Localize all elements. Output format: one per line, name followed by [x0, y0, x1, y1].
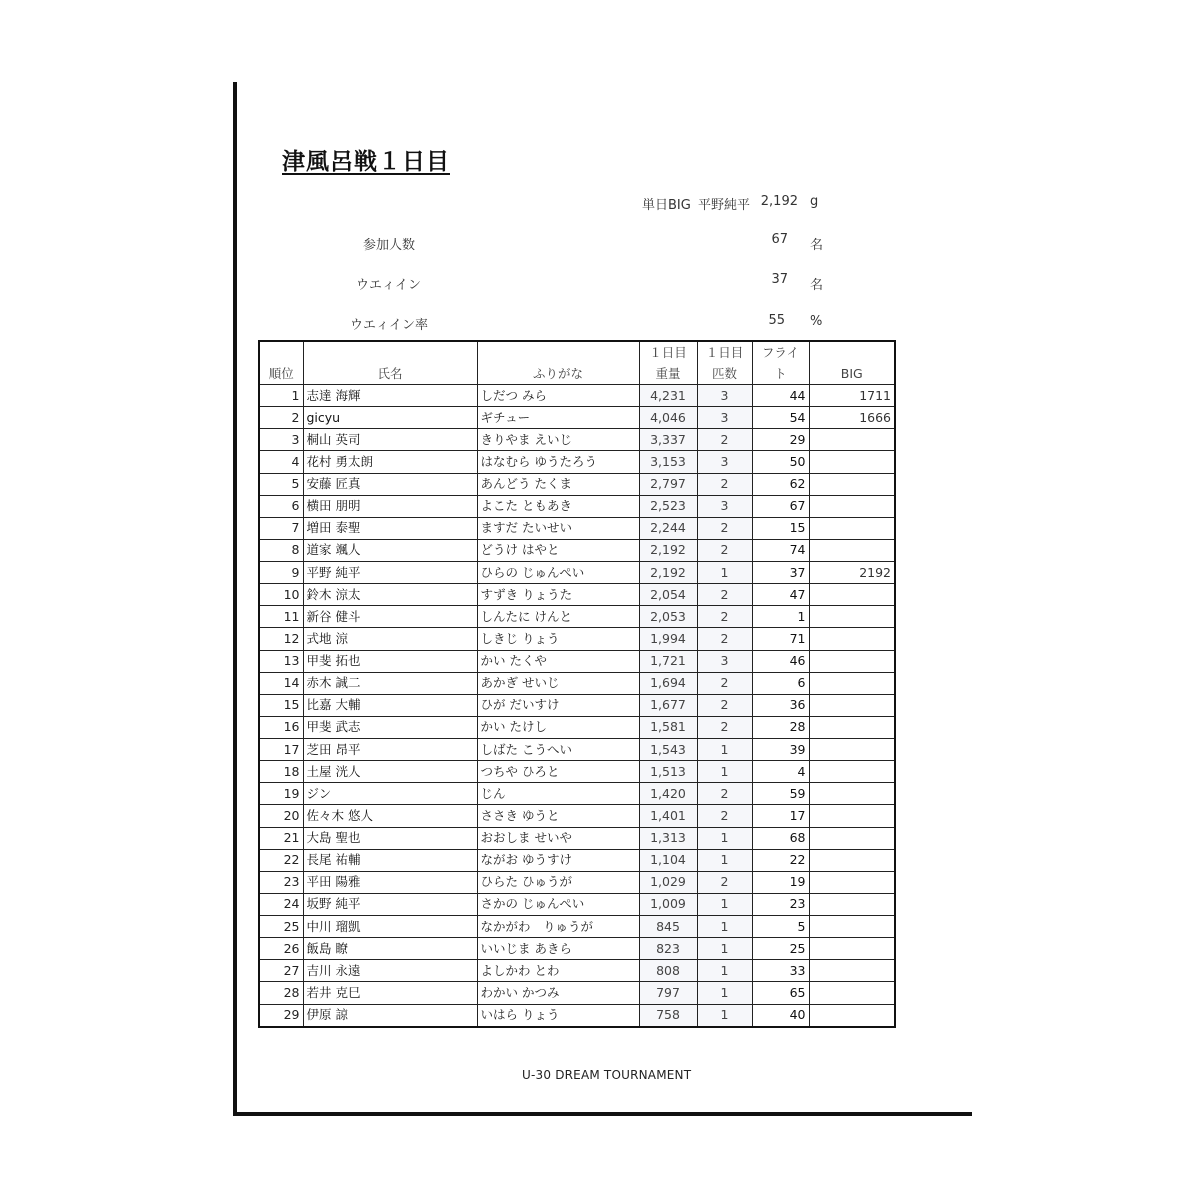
cell-flight: 44 — [752, 385, 809, 407]
cell-count: 2 — [697, 539, 752, 561]
cell-count: 2 — [697, 783, 752, 805]
cell-big — [809, 982, 895, 1004]
cell-name: 赤木 誠二 — [303, 672, 477, 694]
cell-rank: 22 — [259, 849, 303, 871]
cell-weight: 1,543 — [639, 739, 697, 761]
cell-big — [809, 672, 895, 694]
cell-rank: 6 — [259, 495, 303, 517]
cell-kana: あかぎ せいじ — [477, 672, 639, 694]
table-row — [259, 938, 895, 960]
cell-big — [809, 916, 895, 938]
participants-unit: 名 — [810, 238, 824, 253]
cell-weight: 2,192 — [639, 539, 697, 561]
cell-flight: 29 — [752, 429, 809, 451]
cell-name: 新谷 健斗 — [303, 606, 477, 628]
cell-weight: 797 — [639, 982, 697, 1004]
table-row — [259, 761, 895, 783]
table-row — [259, 385, 895, 407]
cell-rank: 7 — [259, 517, 303, 539]
cell-name: 中川 瑠凱 — [303, 916, 477, 938]
cell-big — [809, 871, 895, 893]
cell-rank: 14 — [259, 672, 303, 694]
big-name: 平野純平 — [698, 198, 751, 213]
cell-count: 3 — [697, 385, 752, 407]
cell-weight: 845 — [639, 916, 697, 938]
table-row — [259, 783, 895, 805]
header-weight-top: １日目 — [639, 341, 697, 363]
cell-weight: 808 — [639, 960, 697, 982]
cell-weight: 3,153 — [639, 451, 697, 473]
cell-count: 2 — [697, 517, 752, 539]
page-title: 津風呂戦１日目 — [282, 149, 450, 175]
cell-rank: 16 — [259, 716, 303, 738]
big-unit: g — [810, 194, 819, 209]
cell-big — [809, 960, 895, 982]
cell-big — [809, 473, 895, 495]
cell-kana: ひが だいすけ — [477, 694, 639, 716]
cell-kana: いいじま あきら — [477, 938, 639, 960]
weighin-label: ウエィイン — [356, 278, 422, 293]
cell-count: 2 — [697, 805, 752, 827]
cell-kana: じん — [477, 783, 639, 805]
cell-big — [809, 805, 895, 827]
cell-rank: 19 — [259, 783, 303, 805]
cell-name: 鈴木 涼太 — [303, 584, 477, 606]
cell-name: 安藤 匠真 — [303, 473, 477, 495]
cell-rank: 25 — [259, 916, 303, 938]
cell-big — [809, 584, 895, 606]
cell-flight: 74 — [752, 539, 809, 561]
table-row — [259, 871, 895, 893]
cell-count: 1 — [697, 916, 752, 938]
cell-count: 3 — [697, 650, 752, 672]
cell-weight: 1,420 — [639, 783, 697, 805]
cell-name: 道家 颯人 — [303, 539, 477, 561]
cell-name: 甲斐 拓也 — [303, 650, 477, 672]
cell-rank: 18 — [259, 761, 303, 783]
cell-big — [809, 539, 895, 561]
cell-kana: つちや ひろと — [477, 761, 639, 783]
table-row — [259, 849, 895, 871]
cell-rank: 13 — [259, 650, 303, 672]
cell-big: 1666 — [809, 407, 895, 429]
big-value: 2,192 — [760, 194, 798, 209]
cell-name: 芝田 昂平 — [303, 739, 477, 761]
cell-count: 1 — [697, 1004, 752, 1027]
cell-flight: 54 — [752, 407, 809, 429]
cell-big — [809, 650, 895, 672]
cell-name: 飯島 瞭 — [303, 938, 477, 960]
cell-rank: 15 — [259, 694, 303, 716]
cell-flight: 5 — [752, 916, 809, 938]
cell-flight: 28 — [752, 716, 809, 738]
cell-count: 2 — [697, 628, 752, 650]
cell-big — [809, 893, 895, 915]
cell-weight: 2,054 — [639, 584, 697, 606]
cell-kana: さかの じゅんぺい — [477, 893, 639, 915]
cell-name: 土屋 洸人 — [303, 761, 477, 783]
cell-flight: 33 — [752, 960, 809, 982]
header-count-bottom: 匹数 — [697, 363, 752, 385]
cell-flight: 17 — [752, 805, 809, 827]
cell-big — [809, 451, 895, 473]
results-table — [258, 340, 896, 1028]
cell-name: 花村 勇太朗 — [303, 451, 477, 473]
cell-kana: ひらた ひゅうが — [477, 871, 639, 893]
cell-kana: いはら りょう — [477, 1004, 639, 1027]
table-row — [259, 473, 895, 495]
table-row — [259, 805, 895, 827]
table-row — [259, 628, 895, 650]
cell-name: 桐山 英司 — [303, 429, 477, 451]
cell-flight: 47 — [752, 584, 809, 606]
cell-weight: 1,694 — [639, 672, 697, 694]
cell-count: 1 — [697, 849, 752, 871]
table-row — [259, 739, 895, 761]
table-row — [259, 672, 895, 694]
cell-big — [809, 938, 895, 960]
cell-kana: わかい かつみ — [477, 982, 639, 1004]
cell-big: 2192 — [809, 562, 895, 584]
cell-flight: 36 — [752, 694, 809, 716]
cell-count: 2 — [697, 473, 752, 495]
cell-rank: 8 — [259, 539, 303, 561]
cell-big — [809, 495, 895, 517]
table-row — [259, 495, 895, 517]
cell-big — [809, 694, 895, 716]
cell-rank: 20 — [259, 805, 303, 827]
cell-rank: 27 — [259, 960, 303, 982]
cell-rank: 4 — [259, 451, 303, 473]
participants-value: 67 — [771, 232, 788, 247]
cell-rank: 29 — [259, 1004, 303, 1027]
table-row — [259, 893, 895, 915]
cell-name: 佐々木 悠人 — [303, 805, 477, 827]
cell-weight: 1,104 — [639, 849, 697, 871]
cell-kana: ますだ たいせい — [477, 517, 639, 539]
table-row — [259, 694, 895, 716]
cell-flight: 46 — [752, 650, 809, 672]
cell-flight: 67 — [752, 495, 809, 517]
cell-kana: よこた ともあき — [477, 495, 639, 517]
cell-big — [809, 849, 895, 871]
cell-big — [809, 429, 895, 451]
header-rank: 順位 — [259, 341, 303, 385]
cell-weight: 823 — [639, 938, 697, 960]
cell-weight: 1,581 — [639, 716, 697, 738]
cell-rank: 11 — [259, 606, 303, 628]
cell-flight: 4 — [752, 761, 809, 783]
cell-count: 1 — [697, 938, 752, 960]
cell-name: 吉川 永遠 — [303, 960, 477, 982]
header-name: 氏名 — [303, 341, 477, 385]
cell-flight: 40 — [752, 1004, 809, 1027]
cell-weight: 2,192 — [639, 562, 697, 584]
cell-count: 1 — [697, 982, 752, 1004]
cell-kana: よしかわ とわ — [477, 960, 639, 982]
cell-name: 平田 陽雅 — [303, 871, 477, 893]
table-row — [259, 451, 895, 473]
cell-flight: 25 — [752, 938, 809, 960]
cell-count: 3 — [697, 495, 752, 517]
cell-kana: どうけ はやと — [477, 539, 639, 561]
cell-weight: 2,797 — [639, 473, 697, 495]
table-row — [259, 1004, 895, 1027]
cell-kana: かい たけし — [477, 716, 639, 738]
cell-name: 増田 泰聖 — [303, 517, 477, 539]
cell-weight: 4,046 — [639, 407, 697, 429]
cell-weight: 1,009 — [639, 893, 697, 915]
cell-flight: 37 — [752, 562, 809, 584]
cell-rank: 3 — [259, 429, 303, 451]
cell-rank: 26 — [259, 938, 303, 960]
cell-kana: きりやま えいじ — [477, 429, 639, 451]
cell-weight: 2,523 — [639, 495, 697, 517]
header-flight-top: フライ — [752, 341, 809, 363]
cell-rank: 2 — [259, 407, 303, 429]
header-count-top: １日目 — [697, 341, 752, 363]
cell-name: 長尾 祐輔 — [303, 849, 477, 871]
cell-kana: ひらの じゅんぺい — [477, 562, 639, 584]
cell-weight: 1,401 — [639, 805, 697, 827]
weighin-unit: 名 — [810, 278, 824, 293]
cell-rank: 24 — [259, 893, 303, 915]
cell-name: 坂野 純平 — [303, 893, 477, 915]
cell-big — [809, 761, 895, 783]
cell-name: 伊原 諒 — [303, 1004, 477, 1027]
cell-name: 大島 聖也 — [303, 827, 477, 849]
cell-flight: 59 — [752, 783, 809, 805]
table-row — [259, 429, 895, 451]
table-row — [259, 982, 895, 1004]
cell-rank: 17 — [259, 739, 303, 761]
weighin-rate-value: 55 — [768, 313, 785, 328]
header-weight-bottom: 重量 — [639, 363, 697, 385]
table-row — [259, 584, 895, 606]
cell-big — [809, 739, 895, 761]
cell-weight: 1,994 — [639, 628, 697, 650]
header-big: BIG — [809, 341, 895, 385]
cell-count: 2 — [697, 429, 752, 451]
cell-flight: 50 — [752, 451, 809, 473]
cell-count: 1 — [697, 827, 752, 849]
cell-big — [809, 1004, 895, 1027]
cell-big: 1711 — [809, 385, 895, 407]
table-row — [259, 539, 895, 561]
cell-name: 式地 涼 — [303, 628, 477, 650]
cell-flight: 22 — [752, 849, 809, 871]
weighin-rate-label: ウエィイン率 — [350, 318, 429, 333]
cell-count: 1 — [697, 893, 752, 915]
cell-weight: 1,313 — [639, 827, 697, 849]
cell-weight: 3,337 — [639, 429, 697, 451]
cell-big — [809, 517, 895, 539]
cell-flight: 15 — [752, 517, 809, 539]
cell-weight: 2,053 — [639, 606, 697, 628]
cell-big — [809, 606, 895, 628]
table-row — [259, 916, 895, 938]
cell-rank: 1 — [259, 385, 303, 407]
cell-kana: ギチュー — [477, 407, 639, 429]
cell-count: 1 — [697, 960, 752, 982]
cell-weight: 1,029 — [639, 871, 697, 893]
cell-rank: 12 — [259, 628, 303, 650]
cell-flight: 68 — [752, 827, 809, 849]
cell-rank: 28 — [259, 982, 303, 1004]
cell-big — [809, 783, 895, 805]
header-row-top — [259, 341, 895, 363]
cell-name: 比嘉 大輔 — [303, 694, 477, 716]
cell-kana: かい たくや — [477, 650, 639, 672]
cell-flight: 23 — [752, 893, 809, 915]
cell-count: 1 — [697, 739, 752, 761]
table-row — [259, 827, 895, 849]
cell-kana: はなむら ゆうたろう — [477, 451, 639, 473]
cell-count: 2 — [697, 871, 752, 893]
cell-count: 1 — [697, 761, 752, 783]
cell-count: 3 — [697, 451, 752, 473]
cell-flight: 65 — [752, 982, 809, 1004]
table-row — [259, 960, 895, 982]
cell-count: 3 — [697, 407, 752, 429]
cell-count: 2 — [697, 584, 752, 606]
cell-count: 1 — [697, 562, 752, 584]
cell-kana: あんどう たくま — [477, 473, 639, 495]
cell-name: 甲斐 武志 — [303, 716, 477, 738]
participants-label: 参加人数 — [363, 238, 416, 253]
table-row — [259, 716, 895, 738]
cell-flight: 1 — [752, 606, 809, 628]
cell-kana: ささき ゆうと — [477, 805, 639, 827]
table-row — [259, 562, 895, 584]
cell-kana: しきじ りょう — [477, 628, 639, 650]
cell-big — [809, 827, 895, 849]
cell-rank: 21 — [259, 827, 303, 849]
cell-flight: 6 — [752, 672, 809, 694]
cell-rank: 23 — [259, 871, 303, 893]
cell-kana: しだつ みら — [477, 385, 639, 407]
table-row — [259, 407, 895, 429]
cell-kana: ながお ゆうすけ — [477, 849, 639, 871]
cell-weight: 1,513 — [639, 761, 697, 783]
cell-weight: 758 — [639, 1004, 697, 1027]
table-row — [259, 517, 895, 539]
cell-count: 2 — [697, 672, 752, 694]
cell-weight: 4,231 — [639, 385, 697, 407]
cell-kana: すずき りょうた — [477, 584, 639, 606]
table-row — [259, 650, 895, 672]
cell-kana: しばた こうへい — [477, 739, 639, 761]
cell-rank: 9 — [259, 562, 303, 584]
cell-big — [809, 716, 895, 738]
cell-flight: 71 — [752, 628, 809, 650]
cell-name: 志達 海輝 — [303, 385, 477, 407]
table-row — [259, 606, 895, 628]
header-flight-bottom: ト — [752, 363, 809, 385]
cell-weight: 1,677 — [639, 694, 697, 716]
cell-big — [809, 628, 895, 650]
header-kana: ふりがな — [477, 341, 639, 385]
cell-flight: 62 — [752, 473, 809, 495]
cell-flight: 19 — [752, 871, 809, 893]
cell-count: 2 — [697, 606, 752, 628]
cell-name: 平野 純平 — [303, 562, 477, 584]
weighin-rate-unit: % — [810, 314, 823, 329]
cell-rank: 10 — [259, 584, 303, 606]
cell-name: 横田 朋明 — [303, 495, 477, 517]
big-label: 単日BIG — [642, 198, 691, 213]
cell-kana: おおしま せいや — [477, 827, 639, 849]
cell-kana: なかがわ りゅうが — [477, 916, 639, 938]
weighin-value: 37 — [771, 272, 788, 287]
cell-name: ジン — [303, 783, 477, 805]
cell-name: 若井 克巳 — [303, 982, 477, 1004]
cell-name: gicyu — [303, 407, 477, 429]
cell-count: 2 — [697, 694, 752, 716]
cell-kana: しんたに けんと — [477, 606, 639, 628]
cell-count: 2 — [697, 716, 752, 738]
cell-weight: 1,721 — [639, 650, 697, 672]
footer-tournament-name: U-30 DREAM TOURNAMENT — [522, 1068, 692, 1082]
cell-weight: 2,244 — [639, 517, 697, 539]
cell-rank: 5 — [259, 473, 303, 495]
cell-flight: 39 — [752, 739, 809, 761]
